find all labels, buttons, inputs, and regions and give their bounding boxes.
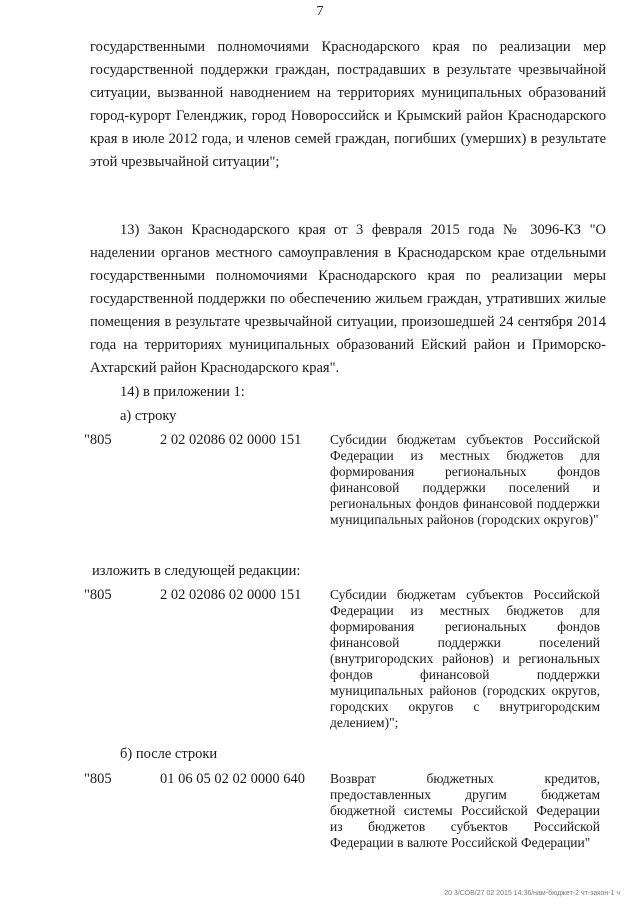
paragraph-item-13: 13) Закон Краснодарского края от 3 февраля 2015 года № 3096-КЗ "О наделении органов местного самоуправления в Краснодарском крае отдельными государственными полномочиями Краснодарского края по реализации меры государственной поддержки по обеспечению жильем граждан, утративших жилые помещения в результате чрезвычайной ситуации, произошедшей 24 сентября 2014 года на территориях муниципальных образований Ейский район и Приморско-Ахтарский район Краснодарского края". (90, 222, 606, 376)
item-b-heading: б) после строки (120, 746, 218, 762)
paragraph-continuation: государственными полномочиями Краснодарского края по реализации мер государственной поддержки граждан, пострадавших в результате чрезвычайной ситуации, вызванной наводнением на территориях муниципальных образований город-курорт Геленджик, город Новороссийск и Крымский район Краснодарского края в июле 2012 года, и членов семей граждан, погибших (умерших) в результате этой чрезвычайной ситуации"; (90, 39, 606, 170)
row-description: Субсидии бюджетам субъектов Российской Федерации из местных бюджетов для формирования региональных фондов финансовой поддержки поселений (внутригородских районов) и региональных фондов финансовой поддержки муниципальных районов (городских округов, городских округов с внутригородским делением)"; (330, 587, 600, 730)
kbk-code: 01 06 05 02 02 0000 640 (160, 771, 305, 787)
admin-code: "805 (84, 587, 112, 603)
kbk-code: 2 02 02086 02 0000 151 (160, 587, 302, 603)
admin-code: "805 (84, 771, 112, 787)
row-description: Субсидии бюджетам субъектов Российской Федерации из местных бюджетов для формирования региональных фондов финансовой поддержки поселений и региональных фондов финансовой поддержки муниципальных районов (городских округов)" (330, 432, 600, 527)
row-description: Возврат бюджетных кредитов, предоставленных другим бюджетам бюджетной системы Российской Федерации из бюджетов субъектов Российской Федерации в валюте Российской Федерации" (330, 771, 600, 850)
item-a-heading: а) строку (120, 408, 177, 424)
kbk-code: 2 02 02086 02 0000 151 (160, 432, 302, 448)
item-14-heading: 14) в приложении 1: (120, 384, 245, 400)
document-footer: 20 3/СОВ/27 02 2015 14:36/нам-бюджет-2 чт-закон-1 ч (444, 890, 620, 897)
replace-instruction: изложить в следующей редакции: (92, 563, 301, 579)
admin-code: "805 (84, 432, 112, 448)
page-number: 7 (316, 4, 324, 19)
